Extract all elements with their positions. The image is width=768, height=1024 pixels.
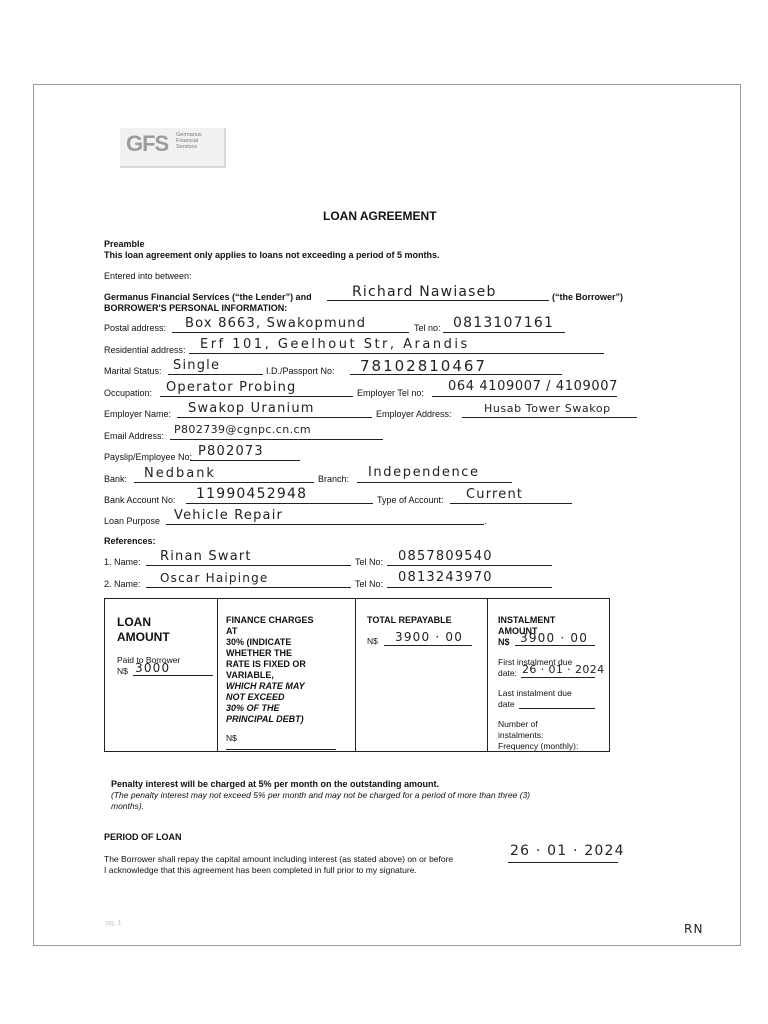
reference-1-label: 1. Name: — [104, 557, 141, 567]
employer-address-value: Husab Tower Swakop — [484, 402, 611, 415]
employer-name-value: Swakop Uranium — [188, 401, 315, 416]
residential-line — [189, 353, 604, 354]
lender-text: Germanus Financial Services (“the Lender”) and — [104, 292, 312, 302]
logo-sub-1: Germanus — [176, 132, 202, 138]
branch-value: Independence — [368, 465, 480, 480]
account-label: Bank Account No: — [104, 495, 176, 505]
finance-charges-line-1: FINANCE CHARGES — [226, 615, 314, 625]
penalty-note-2: months). — [111, 801, 145, 811]
employer-tel-line — [432, 396, 617, 397]
page-number: pg. 1 — [106, 920, 122, 927]
postal-line — [172, 332, 409, 333]
period-date-line — [508, 862, 618, 863]
id-label: I.D./Passport No: — [266, 366, 335, 376]
payslip-line — [190, 460, 300, 461]
loan-amount-value: 3000 — [135, 661, 171, 675]
tel-value: 0813107161 — [453, 315, 555, 331]
table-divider-1 — [217, 599, 218, 751]
payslip-value: P802073 — [198, 444, 264, 459]
loan-purpose-period: . — [484, 516, 487, 526]
occupation-label: Occupation: — [104, 388, 153, 398]
reference-2-line — [146, 587, 351, 588]
instalments-label: instalments: — [498, 730, 544, 740]
reference-2-tel-label: Tel No: — [355, 579, 384, 589]
finance-charges-line-7: WHICH RATE MAY — [226, 681, 305, 691]
logo-sub-2: Financial — [176, 138, 199, 144]
first-instalment-line — [521, 677, 595, 678]
loan-amount-heading-1: LOAN — [117, 615, 151, 629]
entered-text: Entered into between: — [104, 271, 192, 281]
finance-charges-line-6: VARIABLE, — [226, 670, 274, 680]
last-instalment-line — [519, 708, 595, 709]
residential-value: Erf 101, Geelhout Str, Arandis — [200, 337, 470, 352]
preamble-text: This loan agreement only applies to loans not exceeding a period of 5 months. — [104, 250, 440, 260]
first-instalment-value: 26 · 01 · 2024 — [522, 663, 605, 676]
reference-1-line — [146, 565, 351, 566]
finance-charges-line-4: WHETHER THE — [226, 648, 292, 658]
loan-purpose-value: Vehicle Repair — [174, 508, 284, 523]
total-repayable-value: 3900 · 00 — [395, 630, 464, 644]
preamble-heading: Preamble — [104, 239, 145, 249]
instalment-value: 3900 · 00 — [520, 631, 589, 645]
employer-tel-value: 064 4109007 / 4109007 — [448, 379, 618, 394]
employer-address-label: Employer Address: — [376, 409, 452, 419]
period-text-2: I acknowledge that this agreement has been completed in full prior to my signature. — [104, 865, 417, 875]
branch-line — [357, 482, 512, 483]
period-heading: PERIOD OF LOAN — [104, 832, 182, 842]
reference-1-tel-line — [387, 565, 552, 566]
table-divider-2 — [355, 599, 356, 751]
penalty-text: Penalty interest will be charged at 5% per month on the outstanding amount. — [111, 779, 440, 789]
borrower-tag: (“the Borrower”) — [552, 292, 624, 302]
occupation-line — [160, 396, 353, 397]
id-value: 78102810467 — [360, 357, 487, 375]
period-date-value: 26 · 01 · 2024 — [510, 843, 625, 859]
account-type-line — [450, 503, 572, 504]
finance-charges-line — [226, 749, 336, 750]
instalment-ns: N$ — [498, 637, 510, 647]
loan-table — [104, 598, 610, 752]
finance-charges-line-8: NOT EXCEED — [226, 692, 285, 702]
tel-label: Tel no: — [414, 323, 441, 333]
gfs-logo — [120, 128, 226, 168]
borrower-name-line — [327, 300, 549, 301]
loan-purpose-label: Loan Purpose — [104, 516, 161, 526]
account-value: 11990452948 — [196, 486, 308, 502]
first-instalment-label-1: First instalment due — [498, 657, 573, 667]
account-type-value: Current — [466, 487, 524, 502]
email-line — [170, 439, 383, 440]
marital-line — [168, 374, 263, 375]
frequency-label: Frequency (monthly): — [498, 741, 579, 751]
bank-value: Nedbank — [144, 466, 216, 481]
reference-2-tel-line — [387, 587, 552, 588]
reference-2-label: 2. Name: — [104, 579, 141, 589]
reference-1-tel-label: Tel No: — [355, 557, 384, 567]
personal-info-heading: BORROWER'S PERSONAL INFORMATION: — [104, 303, 288, 313]
loan-amount-line — [133, 675, 213, 676]
reference-1-tel: 0857809540 — [398, 549, 493, 564]
penalty-note-1: (The penalty interest may not exceed 5% per month and may not be charged for a period of more than three (3) — [111, 790, 531, 800]
bank-label: Bank: — [104, 474, 128, 484]
last-instalment-label-2: date — [498, 699, 515, 709]
total-repayable-heading: TOTAL REPAYABLE — [367, 615, 452, 625]
page-title: LOAN AGREEMENT — [323, 209, 437, 223]
employer-name-label: Employer Name: — [104, 409, 172, 419]
employer-name-line — [177, 417, 372, 418]
residential-label: Residential address: — [104, 345, 186, 355]
initials: RN — [684, 922, 704, 936]
instalment-heading-1: INSTALMENT — [498, 615, 556, 625]
account-type-label: Type of Account: — [377, 495, 444, 505]
employer-address-line — [462, 417, 637, 418]
email-value: P802739@cgnpc.cn.cm — [174, 423, 312, 436]
finance-charges-ns: N$ — [226, 733, 237, 743]
logo-text: GFS — [126, 131, 169, 156]
postal-label: Postal address: — [104, 323, 167, 333]
email-label: Email Address: — [104, 431, 165, 441]
total-repayable-line — [384, 645, 472, 646]
period-text-1: The Borrower shall repay the capital amount including interest (as stated above) on or before — [104, 854, 454, 864]
finance-charges-line-5: RATE IS FIXED OR — [226, 659, 306, 669]
first-instalment-label-2: date: — [498, 668, 517, 678]
instalment-heading-2: AMOUNT — [498, 626, 538, 636]
references-heading: References: — [104, 536, 156, 546]
loan-amount-ns: N$ — [117, 666, 128, 676]
bank-line — [134, 482, 314, 483]
total-repayable-ns: N$ — [367, 636, 378, 646]
employer-tel-label: Employer Tel no: — [357, 388, 424, 398]
finance-charges-line-2: AT — [226, 626, 238, 636]
borrower-name-value: Richard Nawiaseb — [352, 284, 497, 300]
loan-amount-heading-2: AMOUNT — [117, 630, 170, 644]
tel-line — [443, 332, 565, 333]
finance-charges-line-10: PRINCIPAL DEBT) — [226, 714, 304, 724]
marital-label: Marital Status: — [104, 366, 162, 376]
number-of-label: Number of — [498, 719, 538, 729]
logo-sub-3: Services — [176, 144, 198, 150]
postal-value: Box 8663, Swakopmund — [185, 316, 367, 331]
instalment-line — [515, 645, 595, 646]
paid-to-borrower-label: Paid to Borrower — [117, 655, 181, 665]
branch-label: Branch: — [318, 474, 350, 484]
loan-purpose-line — [166, 524, 484, 525]
reference-1-name: Rinan Swart — [160, 549, 252, 564]
payslip-label: Payslip/Employee No: — [104, 452, 193, 462]
table-divider-3 — [487, 599, 488, 751]
reference-2-tel: 0813243970 — [398, 570, 493, 585]
finance-charges-line-9: 30% OF THE — [226, 703, 280, 713]
reference-2-name: Oscar Haipinge — [160, 571, 269, 585]
marital-value: Single — [173, 358, 221, 373]
account-line — [186, 503, 373, 504]
occupation-value: Operator Probing — [166, 380, 297, 395]
last-instalment-label-1: Last instalment due — [498, 688, 572, 698]
finance-charges-line-3: 30% (INDICATE — [226, 637, 292, 647]
